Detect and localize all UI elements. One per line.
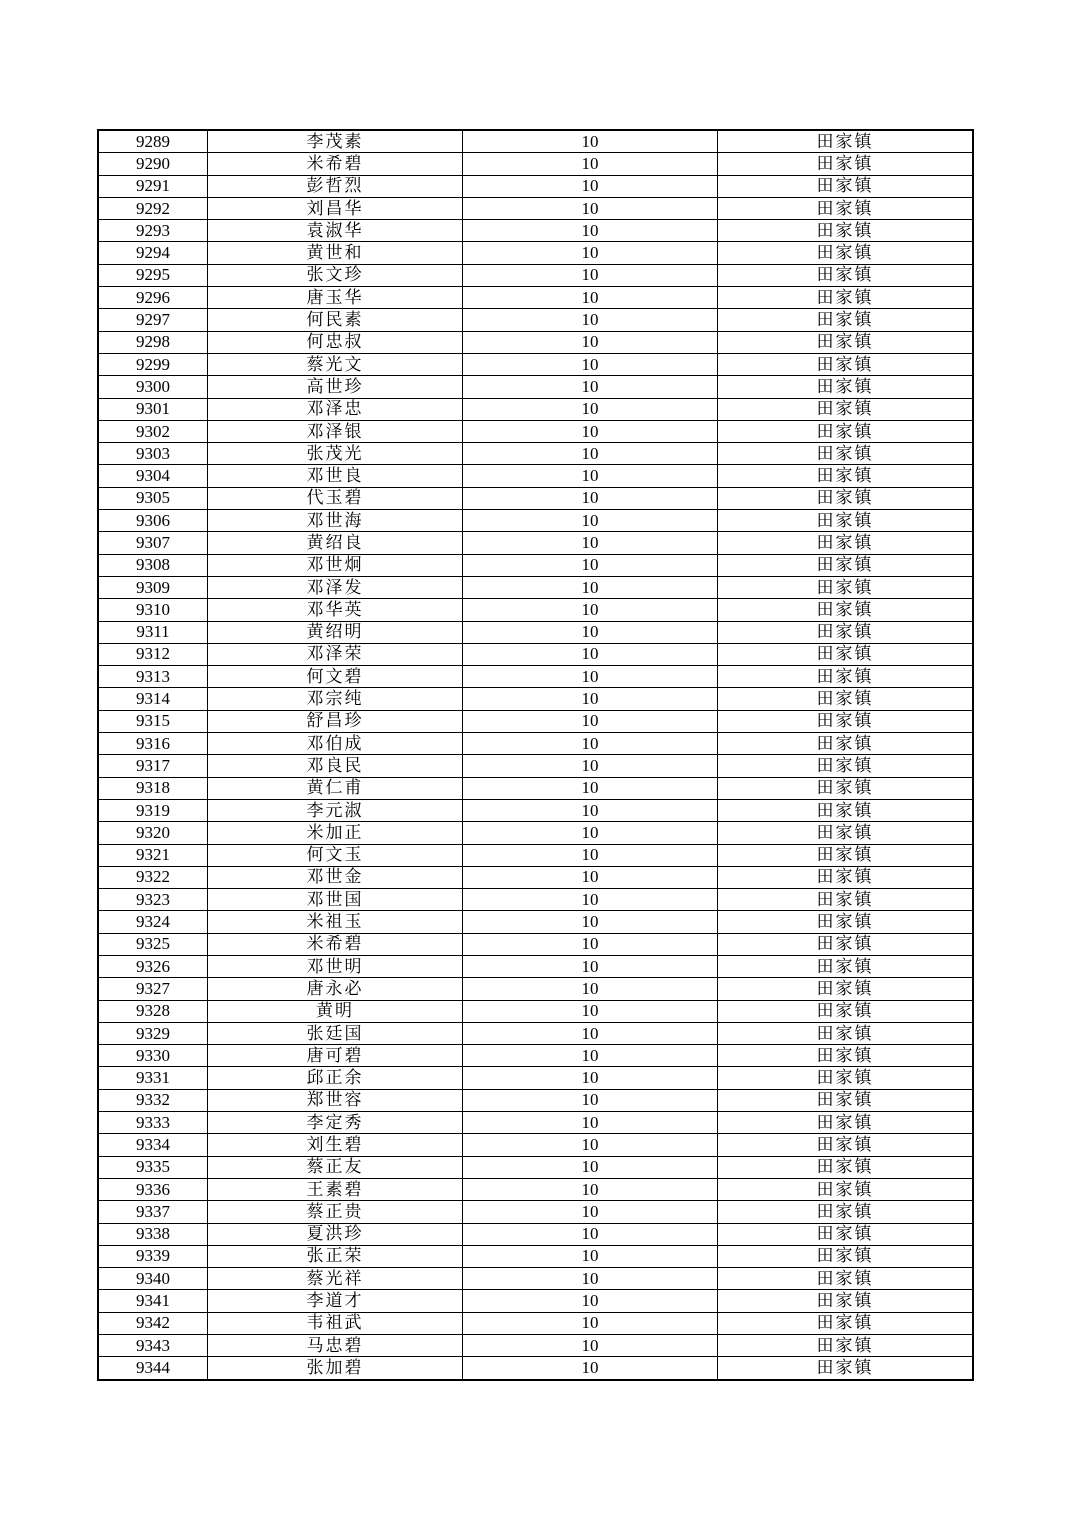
row-name-cell: 张廷国 — [208, 1022, 463, 1044]
row-amount-cell: 10 — [463, 487, 718, 509]
row-id-cell: 9336 — [98, 1178, 208, 1200]
row-amount-cell: 10 — [463, 755, 718, 777]
row-id-cell: 9339 — [98, 1245, 208, 1267]
row-name-cell: 邓泽银 — [208, 420, 463, 442]
row-town-cell: 田家镇 — [718, 1312, 974, 1334]
row-id-cell: 9294 — [98, 242, 208, 264]
row-town-cell: 田家镇 — [718, 933, 974, 955]
row-name-cell: 米加正 — [208, 822, 463, 844]
row-id-cell: 9340 — [98, 1268, 208, 1290]
row-town-cell: 田家镇 — [718, 398, 974, 420]
row-town-cell: 田家镇 — [718, 1290, 974, 1312]
row-name-cell: 邓良民 — [208, 755, 463, 777]
row-amount-cell: 10 — [463, 576, 718, 598]
row-id-cell: 9321 — [98, 844, 208, 866]
row-amount-cell: 10 — [463, 822, 718, 844]
row-id-cell: 9313 — [98, 666, 208, 688]
table-row — [98, 197, 973, 219]
row-id-cell: 9299 — [98, 353, 208, 375]
row-id-cell: 9310 — [98, 599, 208, 621]
row-id-cell: 9293 — [98, 220, 208, 242]
table-row — [98, 309, 973, 331]
row-id-cell: 9327 — [98, 978, 208, 1000]
table-row — [98, 220, 973, 242]
row-town-cell: 田家镇 — [718, 599, 974, 621]
row-amount-cell: 10 — [463, 1312, 718, 1334]
table-row — [98, 1201, 973, 1223]
row-name-cell: 何文碧 — [208, 666, 463, 688]
row-town-cell: 田家镇 — [718, 242, 974, 264]
table-row — [98, 1335, 973, 1357]
row-id-cell: 9343 — [98, 1335, 208, 1357]
row-amount-cell: 10 — [463, 1335, 718, 1357]
row-name-cell: 唐永必 — [208, 978, 463, 1000]
row-id-cell: 9318 — [98, 777, 208, 799]
row-town-cell: 田家镇 — [718, 1000, 974, 1022]
row-amount-cell: 10 — [463, 1357, 718, 1380]
table-row — [98, 576, 973, 598]
data-table — [97, 129, 974, 1381]
row-name-cell: 李道才 — [208, 1290, 463, 1312]
row-name-cell: 米希碧 — [208, 153, 463, 175]
row-id-cell: 9308 — [98, 554, 208, 576]
row-amount-cell: 10 — [463, 1045, 718, 1067]
table-row — [98, 911, 973, 933]
row-amount-cell: 10 — [463, 443, 718, 465]
row-id-cell: 9307 — [98, 532, 208, 554]
row-town-cell: 田家镇 — [718, 309, 974, 331]
row-amount-cell: 10 — [463, 1022, 718, 1044]
row-town-cell: 田家镇 — [718, 220, 974, 242]
table-row — [98, 866, 973, 888]
row-town-cell: 田家镇 — [718, 510, 974, 532]
row-name-cell: 米祖玉 — [208, 911, 463, 933]
row-amount-cell: 10 — [463, 130, 718, 153]
row-name-cell: 邓泽发 — [208, 576, 463, 598]
row-name-cell: 刘生碧 — [208, 1134, 463, 1156]
row-id-cell: 9325 — [98, 933, 208, 955]
row-amount-cell: 10 — [463, 353, 718, 375]
row-name-cell: 邓泽忠 — [208, 398, 463, 420]
row-name-cell: 李茂素 — [208, 130, 463, 153]
table-row — [98, 376, 973, 398]
row-town-cell: 田家镇 — [718, 866, 974, 888]
row-name-cell: 蔡正贵 — [208, 1201, 463, 1223]
table-row — [98, 1290, 973, 1312]
row-town-cell: 田家镇 — [718, 799, 974, 821]
table-row — [98, 1112, 973, 1134]
row-name-cell: 张正荣 — [208, 1245, 463, 1267]
row-town-cell: 田家镇 — [718, 287, 974, 309]
row-id-cell: 9331 — [98, 1067, 208, 1089]
table-row — [98, 398, 973, 420]
row-town-cell: 田家镇 — [718, 487, 974, 509]
row-name-cell: 蔡光文 — [208, 353, 463, 375]
row-name-cell: 黄绍明 — [208, 621, 463, 643]
row-town-cell: 田家镇 — [718, 264, 974, 286]
row-amount-cell: 10 — [463, 420, 718, 442]
table-row — [98, 755, 973, 777]
row-amount-cell: 10 — [463, 220, 718, 242]
row-name-cell: 王素碧 — [208, 1178, 463, 1200]
row-name-cell: 蔡正友 — [208, 1156, 463, 1178]
row-town-cell: 田家镇 — [718, 1045, 974, 1067]
table-row — [98, 1357, 973, 1380]
table-row — [98, 777, 973, 799]
row-name-cell: 邓世明 — [208, 955, 463, 977]
row-amount-cell: 10 — [463, 1134, 718, 1156]
row-name-cell: 蔡光祥 — [208, 1268, 463, 1290]
row-town-cell: 田家镇 — [718, 688, 974, 710]
row-name-cell: 张文珍 — [208, 264, 463, 286]
row-town-cell: 田家镇 — [718, 1245, 974, 1267]
row-id-cell: 9323 — [98, 889, 208, 911]
row-id-cell: 9309 — [98, 576, 208, 598]
row-amount-cell: 10 — [463, 197, 718, 219]
row-name-cell: 李定秀 — [208, 1112, 463, 1134]
table-row — [98, 1178, 973, 1200]
row-town-cell: 田家镇 — [718, 331, 974, 353]
table-row — [98, 688, 973, 710]
row-town-cell: 田家镇 — [718, 1134, 974, 1156]
row-name-cell: 代玉碧 — [208, 487, 463, 509]
row-town-cell: 田家镇 — [718, 576, 974, 598]
row-amount-cell: 10 — [463, 710, 718, 732]
row-amount-cell: 10 — [463, 510, 718, 532]
table-row — [98, 889, 973, 911]
row-town-cell: 田家镇 — [718, 1178, 974, 1200]
row-id-cell: 9334 — [98, 1134, 208, 1156]
row-amount-cell: 10 — [463, 1178, 718, 1200]
table-row — [98, 799, 973, 821]
row-amount-cell: 10 — [463, 1290, 718, 1312]
row-name-cell: 邓世国 — [208, 889, 463, 911]
row-name-cell: 邓华英 — [208, 599, 463, 621]
table-row — [98, 465, 973, 487]
table-row — [98, 130, 973, 153]
table-row — [98, 599, 973, 621]
table-row — [98, 955, 973, 977]
row-id-cell: 9316 — [98, 733, 208, 755]
table-row — [98, 933, 973, 955]
row-amount-cell: 10 — [463, 331, 718, 353]
row-amount-cell: 10 — [463, 554, 718, 576]
row-name-cell: 马忠碧 — [208, 1335, 463, 1357]
table-row — [98, 175, 973, 197]
table-row — [98, 443, 973, 465]
row-amount-cell: 10 — [463, 978, 718, 1000]
row-amount-cell: 10 — [463, 1223, 718, 1245]
row-name-cell: 袁淑华 — [208, 220, 463, 242]
row-name-cell: 邓世海 — [208, 510, 463, 532]
row-id-cell: 9290 — [98, 153, 208, 175]
row-id-cell: 9326 — [98, 955, 208, 977]
row-amount-cell: 10 — [463, 643, 718, 665]
row-name-cell: 邓世炯 — [208, 554, 463, 576]
row-town-cell: 田家镇 — [718, 554, 974, 576]
row-town-cell: 田家镇 — [718, 1112, 974, 1134]
row-id-cell: 9295 — [98, 264, 208, 286]
row-name-cell: 邓伯成 — [208, 733, 463, 755]
row-amount-cell: 10 — [463, 889, 718, 911]
row-name-cell: 舒昌珍 — [208, 710, 463, 732]
table-row — [98, 1022, 973, 1044]
row-id-cell: 9302 — [98, 420, 208, 442]
row-amount-cell: 10 — [463, 264, 718, 286]
table-row — [98, 978, 973, 1000]
row-amount-cell: 10 — [463, 866, 718, 888]
row-name-cell: 李元淑 — [208, 799, 463, 821]
row-amount-cell: 10 — [463, 844, 718, 866]
row-town-cell: 田家镇 — [718, 1022, 974, 1044]
row-amount-cell: 10 — [463, 688, 718, 710]
row-town-cell: 田家镇 — [718, 532, 974, 554]
row-id-cell: 9314 — [98, 688, 208, 710]
table-row — [98, 487, 973, 509]
row-town-cell: 田家镇 — [718, 666, 974, 688]
row-town-cell: 田家镇 — [718, 1156, 974, 1178]
row-id-cell: 9306 — [98, 510, 208, 532]
row-amount-cell: 10 — [463, 309, 718, 331]
table-row — [98, 621, 973, 643]
row-name-cell: 何民素 — [208, 309, 463, 331]
row-name-cell: 邓宗纯 — [208, 688, 463, 710]
row-town-cell: 田家镇 — [718, 153, 974, 175]
table-row — [98, 264, 973, 286]
row-id-cell: 9337 — [98, 1201, 208, 1223]
table-row — [98, 1245, 973, 1267]
row-name-cell: 郑世容 — [208, 1089, 463, 1111]
row-amount-cell: 10 — [463, 1245, 718, 1267]
row-id-cell: 9289 — [98, 130, 208, 153]
row-name-cell: 邱正余 — [208, 1067, 463, 1089]
table-row — [98, 287, 973, 309]
row-name-cell: 邓泽荣 — [208, 643, 463, 665]
row-town-cell: 田家镇 — [718, 1201, 974, 1223]
row-town-cell: 田家镇 — [718, 175, 974, 197]
table-row — [98, 532, 973, 554]
row-name-cell: 彭哲烈 — [208, 175, 463, 197]
table-row — [98, 733, 973, 755]
row-amount-cell: 10 — [463, 933, 718, 955]
row-amount-cell: 10 — [463, 955, 718, 977]
row-name-cell: 韦祖武 — [208, 1312, 463, 1334]
row-amount-cell: 10 — [463, 733, 718, 755]
row-amount-cell: 10 — [463, 1000, 718, 1022]
row-id-cell: 9317 — [98, 755, 208, 777]
row-town-cell: 田家镇 — [718, 733, 974, 755]
row-id-cell: 9296 — [98, 287, 208, 309]
table-row — [98, 331, 973, 353]
table-row — [98, 710, 973, 732]
table-row — [98, 1067, 973, 1089]
row-town-cell: 田家镇 — [718, 1357, 974, 1380]
row-amount-cell: 10 — [463, 398, 718, 420]
row-amount-cell: 10 — [463, 287, 718, 309]
table-row — [98, 1134, 973, 1156]
table-row — [98, 153, 973, 175]
row-town-cell: 田家镇 — [718, 777, 974, 799]
table-row — [98, 554, 973, 576]
row-name-cell: 夏洪珍 — [208, 1223, 463, 1245]
table-row — [98, 666, 973, 688]
row-id-cell: 9324 — [98, 911, 208, 933]
row-id-cell: 9342 — [98, 1312, 208, 1334]
row-town-cell: 田家镇 — [718, 844, 974, 866]
row-town-cell: 田家镇 — [718, 889, 974, 911]
row-amount-cell: 10 — [463, 376, 718, 398]
row-id-cell: 9320 — [98, 822, 208, 844]
row-name-cell: 黄仁甫 — [208, 777, 463, 799]
row-town-cell: 田家镇 — [718, 130, 974, 153]
row-amount-cell: 10 — [463, 911, 718, 933]
row-amount-cell: 10 — [463, 1089, 718, 1111]
row-town-cell: 田家镇 — [718, 911, 974, 933]
row-id-cell: 9341 — [98, 1290, 208, 1312]
row-amount-cell: 10 — [463, 1201, 718, 1223]
row-town-cell: 田家镇 — [718, 1223, 974, 1245]
row-name-cell: 黄绍良 — [208, 532, 463, 554]
row-id-cell: 9300 — [98, 376, 208, 398]
row-id-cell: 9292 — [98, 197, 208, 219]
row-amount-cell: 10 — [463, 1067, 718, 1089]
table-row — [98, 822, 973, 844]
row-town-cell: 田家镇 — [718, 955, 974, 977]
table-row — [98, 1089, 973, 1111]
row-amount-cell: 10 — [463, 1268, 718, 1290]
row-town-cell: 田家镇 — [718, 1089, 974, 1111]
row-name-cell: 邓世金 — [208, 866, 463, 888]
row-amount-cell: 10 — [463, 621, 718, 643]
table-row — [98, 420, 973, 442]
row-town-cell: 田家镇 — [718, 465, 974, 487]
row-id-cell: 9303 — [98, 443, 208, 465]
row-amount-cell: 10 — [463, 1112, 718, 1134]
row-id-cell: 9322 — [98, 866, 208, 888]
row-town-cell: 田家镇 — [718, 443, 974, 465]
row-id-cell: 9335 — [98, 1156, 208, 1178]
table-row — [98, 1000, 973, 1022]
row-town-cell: 田家镇 — [718, 420, 974, 442]
row-town-cell: 田家镇 — [718, 1067, 974, 1089]
row-name-cell: 唐可碧 — [208, 1045, 463, 1067]
table-body — [98, 130, 973, 1380]
row-id-cell: 9333 — [98, 1112, 208, 1134]
row-id-cell: 9338 — [98, 1223, 208, 1245]
row-amount-cell: 10 — [463, 777, 718, 799]
row-town-cell: 田家镇 — [718, 978, 974, 1000]
row-id-cell: 9297 — [98, 309, 208, 331]
row-amount-cell: 10 — [463, 1156, 718, 1178]
table-row — [98, 844, 973, 866]
row-amount-cell: 10 — [463, 242, 718, 264]
row-town-cell: 田家镇 — [718, 1268, 974, 1290]
row-name-cell: 刘昌华 — [208, 197, 463, 219]
row-amount-cell: 10 — [463, 799, 718, 821]
row-id-cell: 9312 — [98, 643, 208, 665]
row-name-cell: 张加碧 — [208, 1357, 463, 1380]
row-amount-cell: 10 — [463, 153, 718, 175]
table-row — [98, 1268, 973, 1290]
row-id-cell: 9301 — [98, 398, 208, 420]
row-town-cell: 田家镇 — [718, 822, 974, 844]
row-id-cell: 9311 — [98, 621, 208, 643]
row-amount-cell: 10 — [463, 599, 718, 621]
row-name-cell: 张茂光 — [208, 443, 463, 465]
row-id-cell: 9329 — [98, 1022, 208, 1044]
row-name-cell: 高世珍 — [208, 376, 463, 398]
row-id-cell: 9315 — [98, 710, 208, 732]
table-row — [98, 1156, 973, 1178]
row-name-cell: 邓世良 — [208, 465, 463, 487]
table-row — [98, 1045, 973, 1067]
row-town-cell: 田家镇 — [718, 643, 974, 665]
row-town-cell: 田家镇 — [718, 197, 974, 219]
row-id-cell: 9319 — [98, 799, 208, 821]
row-town-cell: 田家镇 — [718, 621, 974, 643]
row-name-cell: 米希碧 — [208, 933, 463, 955]
row-id-cell: 9304 — [98, 465, 208, 487]
table-row — [98, 510, 973, 532]
row-town-cell: 田家镇 — [718, 1335, 974, 1357]
table-row — [98, 242, 973, 264]
table-row — [98, 1312, 973, 1334]
row-town-cell: 田家镇 — [718, 376, 974, 398]
row-id-cell: 9330 — [98, 1045, 208, 1067]
row-name-cell: 黄明 — [208, 1000, 463, 1022]
row-amount-cell: 10 — [463, 175, 718, 197]
row-id-cell: 9298 — [98, 331, 208, 353]
row-id-cell: 9305 — [98, 487, 208, 509]
row-name-cell: 何文玉 — [208, 844, 463, 866]
row-id-cell: 9291 — [98, 175, 208, 197]
row-amount-cell: 10 — [463, 465, 718, 487]
row-name-cell: 唐玉华 — [208, 287, 463, 309]
row-name-cell: 黄世和 — [208, 242, 463, 264]
table-row — [98, 353, 973, 375]
row-id-cell: 9332 — [98, 1089, 208, 1111]
row-id-cell: 9328 — [98, 1000, 208, 1022]
table-row — [98, 643, 973, 665]
row-id-cell: 9344 — [98, 1357, 208, 1380]
table-row — [98, 1223, 973, 1245]
row-town-cell: 田家镇 — [718, 353, 974, 375]
row-town-cell: 田家镇 — [718, 755, 974, 777]
row-amount-cell: 10 — [463, 532, 718, 554]
row-town-cell: 田家镇 — [718, 710, 974, 732]
row-amount-cell: 10 — [463, 666, 718, 688]
row-name-cell: 何忠叔 — [208, 331, 463, 353]
